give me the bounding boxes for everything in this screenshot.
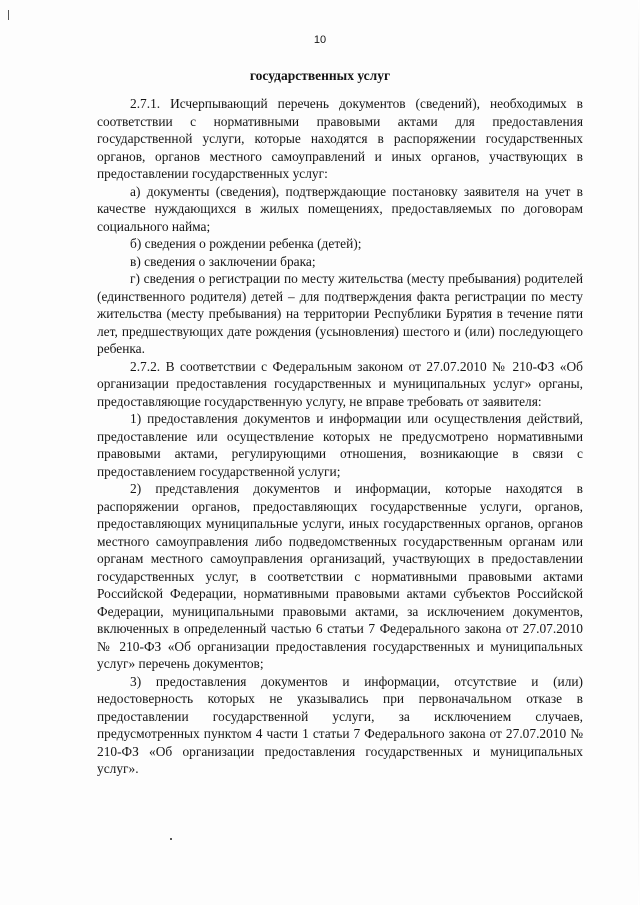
list-item-b: б) сведения о рождении ребенка (детей); [130, 236, 362, 251]
list-item-2: 2) представления документов и информации, которые находятся в распоряжении органов, предоставляющих государственные услуги, органов, предоставляющих муниципальные услуги, иных государственных органов, органов местного самоуправления либо подведомственных государственным органам или органам местного самоуправления организаций, участвующих в предоставлении государственных услуг, в соответствии с нормативными правовыми актами Российской Федерации, нормативными правовыми актами субъектов Российской Федерации, муниципальными правовыми актами, за исключением документов, включенных в определенный частью 6 статьи 7 Федерального закона от 27.07.2010 № 210-ФЗ «Об организации предоставления государственных и муниципальных услуг» перечень документов; [97, 481, 583, 671]
list-item-a: а) документы (сведения), подтверждающие постановку заявителя на учет в качестве нуждающихся в жилых помещениях, предоставляемых по договорам социального найма; [97, 183, 583, 234]
list-item-3: 3) предоставления документов и информации, отсутствие и (или) недостоверность которых не указывались при первоначальном отказе в предоставлении государственной услуги, за исключением случаев, предусмотренных пунктом 4 части 1 статьи 7 Федерального закона от 27.07.2010 № 210-ФЗ «Об организации предоставления государственных и муниципальных услуг». [97, 673, 583, 776]
list-item-g: г) сведения о регистрации по месту жительства (месту пребывания) родителей (единственного родителя) детей – для подтверждения факта регистрации по месту жительства (месту пребывания) на территории Республики Бурятия в течение пяти лет, предшествующих дате рождения (усыновления) шестого и (или) последующего ребенка. [97, 271, 583, 356]
scan-speck [170, 838, 172, 840]
document-body [97, 95, 583, 778]
page-number: 10 [313, 34, 327, 46]
section-heading: государственных услуг [249, 68, 391, 83]
list-item-v: в) сведения о заключении брака; [130, 253, 316, 269]
scan-edge [638, 0, 639, 905]
list-item-1: 1) предоставления документов и информации или осуществления действий, предоставление или осуществление которых не предусмотрено нормативными правовыми актами, регулирующими отношения, возникающие в связи с предоставлением государственной услуги; [97, 411, 583, 479]
paragraph-2-7-1: 2.7.1. Исчерпывающий перечень документов (сведений), необходимых в соответствии с нормативными правовыми актами для предоставления государственной услуги, которые находятся в распоряжении государственных органов, органов местного самоуправлений и иных органов, участвующих в предоставлении государственных услуг: [97, 96, 583, 181]
scan-speck [8, 10, 9, 20]
paragraph-2-7-2: 2.7.2. В соответствии с Федеральным законом от 27.07.2010 № 210-ФЗ «Об организации предоставления государственных и муниципальных услуг» органы, предоставляющие государственную услугу, не вправе требовать от заявителя: [97, 358, 583, 409]
